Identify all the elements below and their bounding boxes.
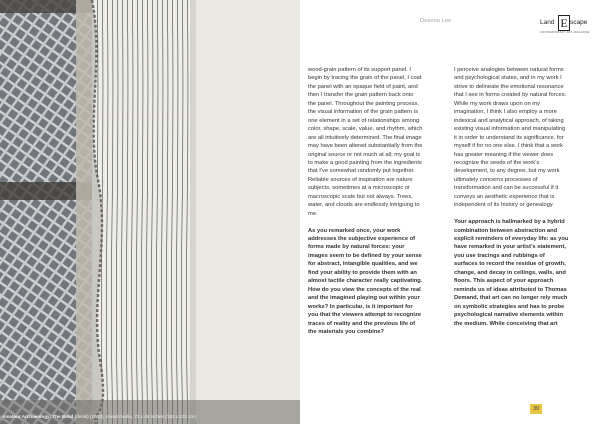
answer-paragraph: wood-grain pattern of its support panel. I begin by tracing the grain of the panel, I coat the panel with an opaque field of paint, and then I transfer the grain pattern back onto the panel. Throughout the painting process, the visual information of the grain pattern is one element in a set of relationships among color, shape, scale, value, and rhythm, which are all intuitively determined. The final image may have been altered substantially from the original source or not much at all; my goal is to make a good painting from the ingredients that I’ve somewhat randomly put together. Reliable sources of inspiration are nature subjects, sometimes at a microscopic or macroscopic scale but not always. Trees, water, and clouds are endlessly intriguing to me.: [308, 67, 423, 217]
magazine-logo: [540, 13, 598, 37]
running-head: Deanna Lee: [420, 18, 452, 24]
caption-title: Amateur Archaeology: The Band: [2, 414, 74, 419]
window-frame-side: [76, 0, 92, 424]
artwork-panel: [92, 0, 190, 424]
logo-word-land: Land: [540, 19, 555, 26]
caption-details: (detail) (2020), mixed media, 72 x 48 inches (183 x 122 cm): [74, 414, 196, 419]
logo-word-scape: scape: [570, 19, 588, 26]
text-column-right: [454, 66, 569, 336]
image-caption: [2, 414, 298, 420]
interview-question: As you remarked once, your work addresses the subjective experience of forms made by natural forces: your images seem to be defined by your sense for abstract, intangible qualities, and we find your ability to provide them with an almost tactile character really captivating. How do you view the concepts of the real and the imagined playing out within your works? In particular, is it important for you that the viewers attempt to recognize traces of reality and the previous life of the materials you combine?: [308, 227, 423, 335]
caption-band: [0, 400, 300, 424]
text-page: [300, 0, 600, 424]
text-column-left: [308, 66, 423, 345]
logo-letter-box: E: [558, 15, 570, 31]
interview-question: Your approach is hallmarked by a hybrid combination between abstraction and explicit reminders of everyday life: as you have remarked in your artist’s statement, you use tracings and rubbings of surfaces to record the residue of growth, change, and decay in ceilings, walls, and floors. This aspect of your approach reminds us of ideas attributed to Thomas Demand, that art can no longer rely much on symbolic strategies and has to probe psychological narrative elements within the medium. While conceiving that art: [454, 219, 569, 327]
page-number: 39: [530, 404, 542, 414]
logo-tagline: CONTEMPORARY ART MAGAZINE: [540, 31, 590, 34]
wall-right: [190, 0, 300, 424]
answer-paragraph: I perceive analogies between natural forms and psychological states, and in my work I strive to delineate the emotional resonance that I see in forms created by natural forces. While my work draws upon on my imagination, I think I also employ a more indexical and analytical approach, of taking existing visual information and manipulating it in order to understand its significance, for myself if for no one else. I think that a work has greater meaning if the viewer does recognize the seeds of the work’s development, to any degree, but my work ultimately concerns processes of transformation and can be successful if it conveys an aesthetic experience that is independent of its history or genealogy.: [454, 67, 567, 209]
